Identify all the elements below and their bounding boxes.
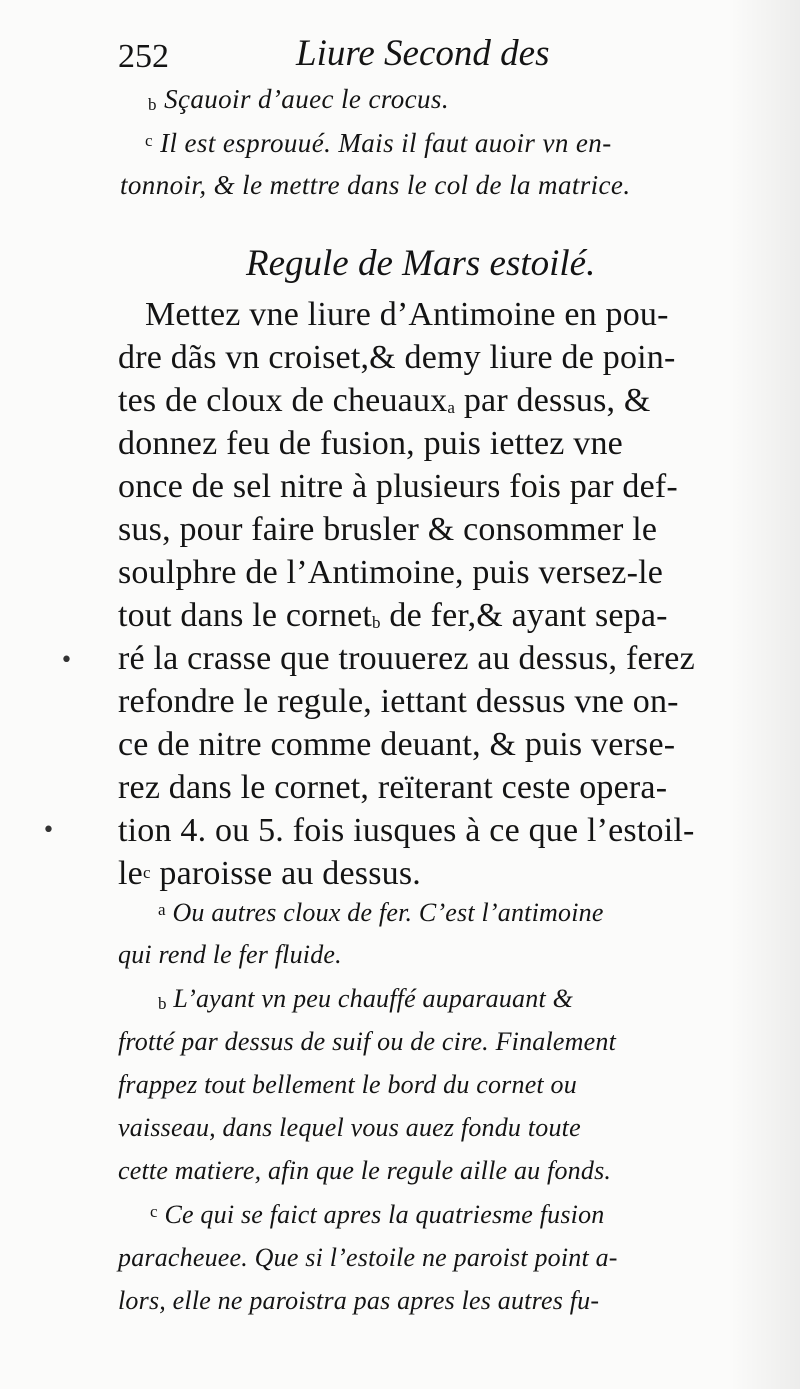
note-b-cont: frotté par dessus de suif ou de cire. Finalement xyxy=(118,1027,616,1056)
body-line: ré la crasse que trouuerez au dessus, ferez xyxy=(118,640,695,677)
note-marker: b xyxy=(158,994,167,1013)
body-line: once de sel nitre à plusieurs fois par def- xyxy=(118,468,678,505)
page-number: 252 xyxy=(118,38,169,75)
note-c-cont: paracheuee. Que si l’estoile ne paroist point a- xyxy=(118,1243,618,1272)
note-text: Il est esprouué. Mais il faut auoir vn en- xyxy=(160,128,612,158)
body-line: tion 4. ou 5. fois iusques à ce que l’estoil- xyxy=(118,812,695,849)
note-text: Ce qui se faict apres la quatriesme fusion xyxy=(164,1200,605,1229)
body-line xyxy=(118,382,651,420)
body-text-segment: de fer,& ayant sepa- xyxy=(380,597,668,634)
body-line: Mettez vne liure d’Antimoine en pou- xyxy=(145,296,669,333)
margin-speck: • xyxy=(60,648,73,673)
note-a xyxy=(158,898,604,928)
body-text-segment: paroisse au dessus. xyxy=(150,855,421,892)
note-text: Ou autres cloux de fer. C’est l’antimoine xyxy=(172,898,604,927)
note-c-top-cont: tonnoir, & le mettre dans le col de la matrice. xyxy=(120,170,631,200)
body-text-segment: tout dans le cornet xyxy=(118,597,373,634)
body-line xyxy=(118,855,421,893)
note-b-cont: frappez tout bellement le bord du cornet ou xyxy=(118,1070,577,1099)
note-c-cont: lors, elle ne paroistra pas apres les autres fu- xyxy=(118,1286,600,1315)
note-b xyxy=(158,984,573,1014)
body-text-segment: tes de cloux de cheuaux xyxy=(118,382,448,419)
body-line: dre dãs vn croiset,& demy liure de poin- xyxy=(118,339,676,376)
note-marker: c xyxy=(145,131,153,150)
note-reference-c: c xyxy=(142,863,151,882)
body-line xyxy=(118,597,668,635)
body-line: refondre le regule, iettant dessus vne on- xyxy=(118,683,679,720)
note-b-top xyxy=(148,84,449,115)
running-title: Liure Second des xyxy=(296,33,550,74)
note-reference-b: b xyxy=(372,613,381,632)
note-a-cont: qui rend le fer fluide. xyxy=(118,940,342,969)
body-text-segment: le xyxy=(118,855,143,892)
note-reference-a: a xyxy=(447,398,456,417)
section-title: Regule de Mars estoilé. xyxy=(246,243,596,284)
note-marker: b xyxy=(148,95,157,114)
body-line: donnez feu de fusion, puis iettez vne xyxy=(118,425,623,462)
note-marker: a xyxy=(158,900,166,919)
body-line: sus, pour faire brusler & consommer le xyxy=(118,511,658,548)
body-text-segment: par dessus, & xyxy=(455,382,651,419)
note-marker: c xyxy=(150,1202,158,1221)
note-b-cont: cette matiere, afin que le regule aille au fonds. xyxy=(118,1156,612,1185)
note-text: Sçauoir d’auec le crocus. xyxy=(164,84,449,114)
body-line: soulphre de l’Antimoine, puis versez-le xyxy=(118,554,664,591)
note-c xyxy=(150,1200,604,1230)
note-text: L’ayant vn peu chauffé auparauant & xyxy=(173,984,573,1013)
note-c-top xyxy=(145,128,612,159)
page-gutter-shadow xyxy=(730,0,800,1389)
body-line: rez dans le cornet, reïterant ceste opera- xyxy=(118,769,668,806)
margin-speck: • xyxy=(42,818,55,843)
body-line: ce de nitre comme deuant, & puis verse- xyxy=(118,726,676,763)
note-b-cont: vaisseau, dans lequel vous auez fondu toute xyxy=(118,1113,581,1142)
